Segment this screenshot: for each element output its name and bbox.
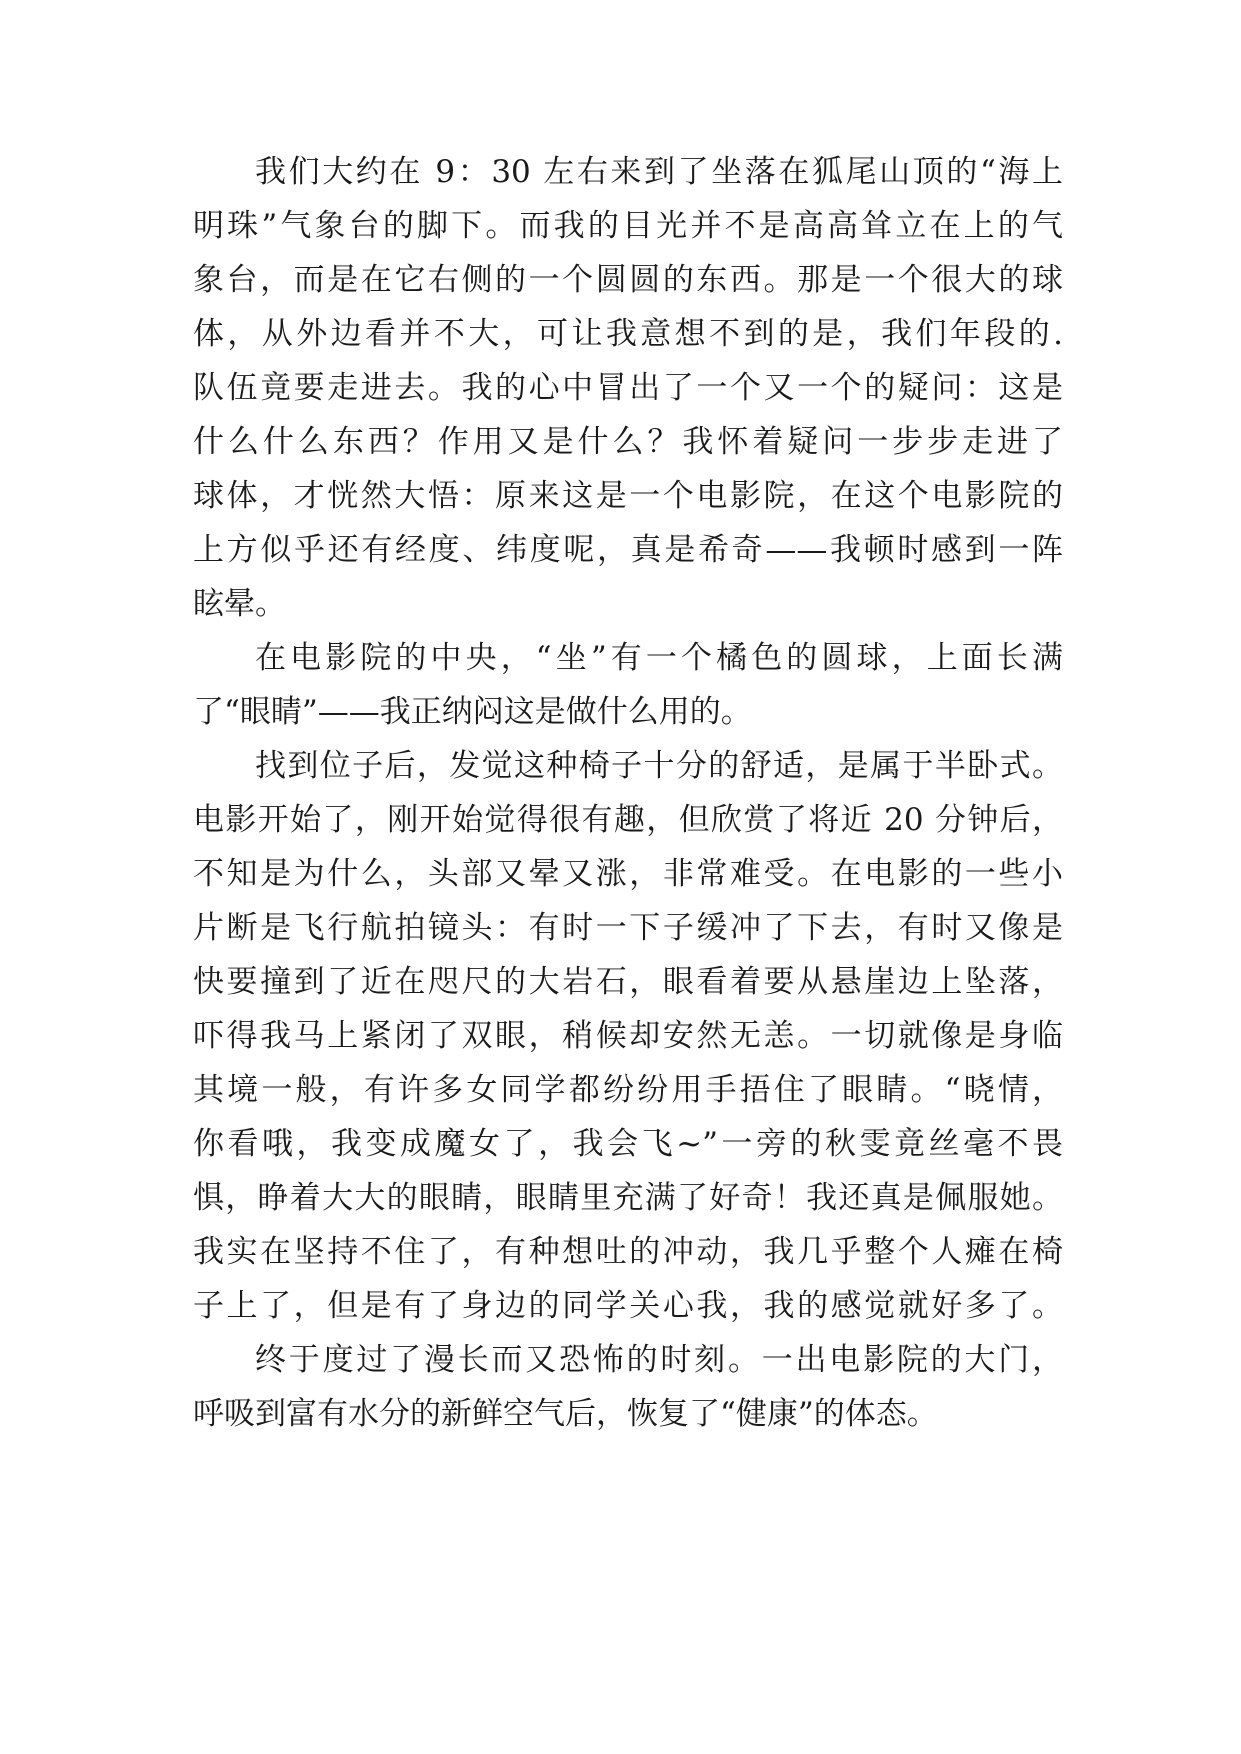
text-line: 不知是为什么，头部又晕又涨，非常难受。在电影的一些小 — [193, 856, 1063, 892]
text-line: 明珠”气象台的脚下。而我的目光并不是高高耸立在上的气 — [193, 208, 1063, 244]
text-line: 象台，而是在它右侧的一个圆圆的东西。那是一个很大的球 — [193, 262, 1063, 298]
text-line: 终于度过了漫长而又恐怖的时刻。一出电影院的大门， — [255, 1342, 1063, 1378]
text-line: 上方似乎还有经度、纬度呢，真是希奇——我顿时感到一阵 — [193, 532, 1063, 568]
text-line: 惧，睁着大大的眼睛，眼睛里充满了好奇！我还真是佩服她。 — [193, 1180, 1063, 1216]
text-line: 队伍竟要走进去。我的心中冒出了一个又一个的疑问：这是 — [193, 370, 1063, 406]
text-line: 吓得我马上紧闭了双眼，稍候却安然无恙。一切就像是身临 — [193, 1018, 1063, 1054]
text-line: 体，从外边看并不大，可让我意想不到的是，我们年段的. — [193, 316, 1063, 352]
text-line: 你看哦，我变成魔女了，我会飞~”一旁的秋雯竟丝毫不畏 — [193, 1126, 1063, 1162]
text-line: 找到位子后，发觉这种椅子十分的舒适，是属于半卧式。 — [255, 748, 1063, 784]
text-line: 什么什么东西？作用又是什么？我怀着疑问一步步走进了 — [193, 424, 1063, 460]
text-line: 片断是飞行航拍镜头：有时一下子缓冲了下去，有时又像是 — [193, 910, 1063, 946]
text-line: 其境一般，有许多女同学都纷纷用手捂住了眼睛。“晓情， — [193, 1072, 1063, 1108]
text-line: 我实在坚持不住了，有种想吐的冲动，我几乎整个人瘫在椅 — [193, 1234, 1063, 1270]
text-line: 我们大约在 9：30 左右来到了坐落在狐尾山顶的“海上 — [255, 154, 1063, 190]
text-line: 呼吸到富有水分的新鲜空气后，恢复了“健康”的体态。 — [193, 1396, 938, 1432]
text-line: 在电影院的中央，“坐”有一个橘色的圆球，上面长满 — [255, 640, 1063, 676]
text-line: 电影开始了，刚开始觉得很有趣，但欣赏了将近 20 分钟后， — [193, 802, 1063, 838]
text-line: 了“眼睛”——我正纳闷这是做什么用的。 — [193, 694, 752, 730]
text-line: 球体，才恍然大悟：原来这是一个电影院，在这个电影院的 — [193, 478, 1063, 514]
text-line: 子上了，但是有了身边的同学关心我，我的感觉就好多了。 — [193, 1288, 1063, 1324]
text-line: 快要撞到了近在咫尺的大岩石，眼看着要从悬崖边上坠落， — [193, 964, 1063, 1000]
text-line: 眩晕。 — [193, 586, 286, 622]
